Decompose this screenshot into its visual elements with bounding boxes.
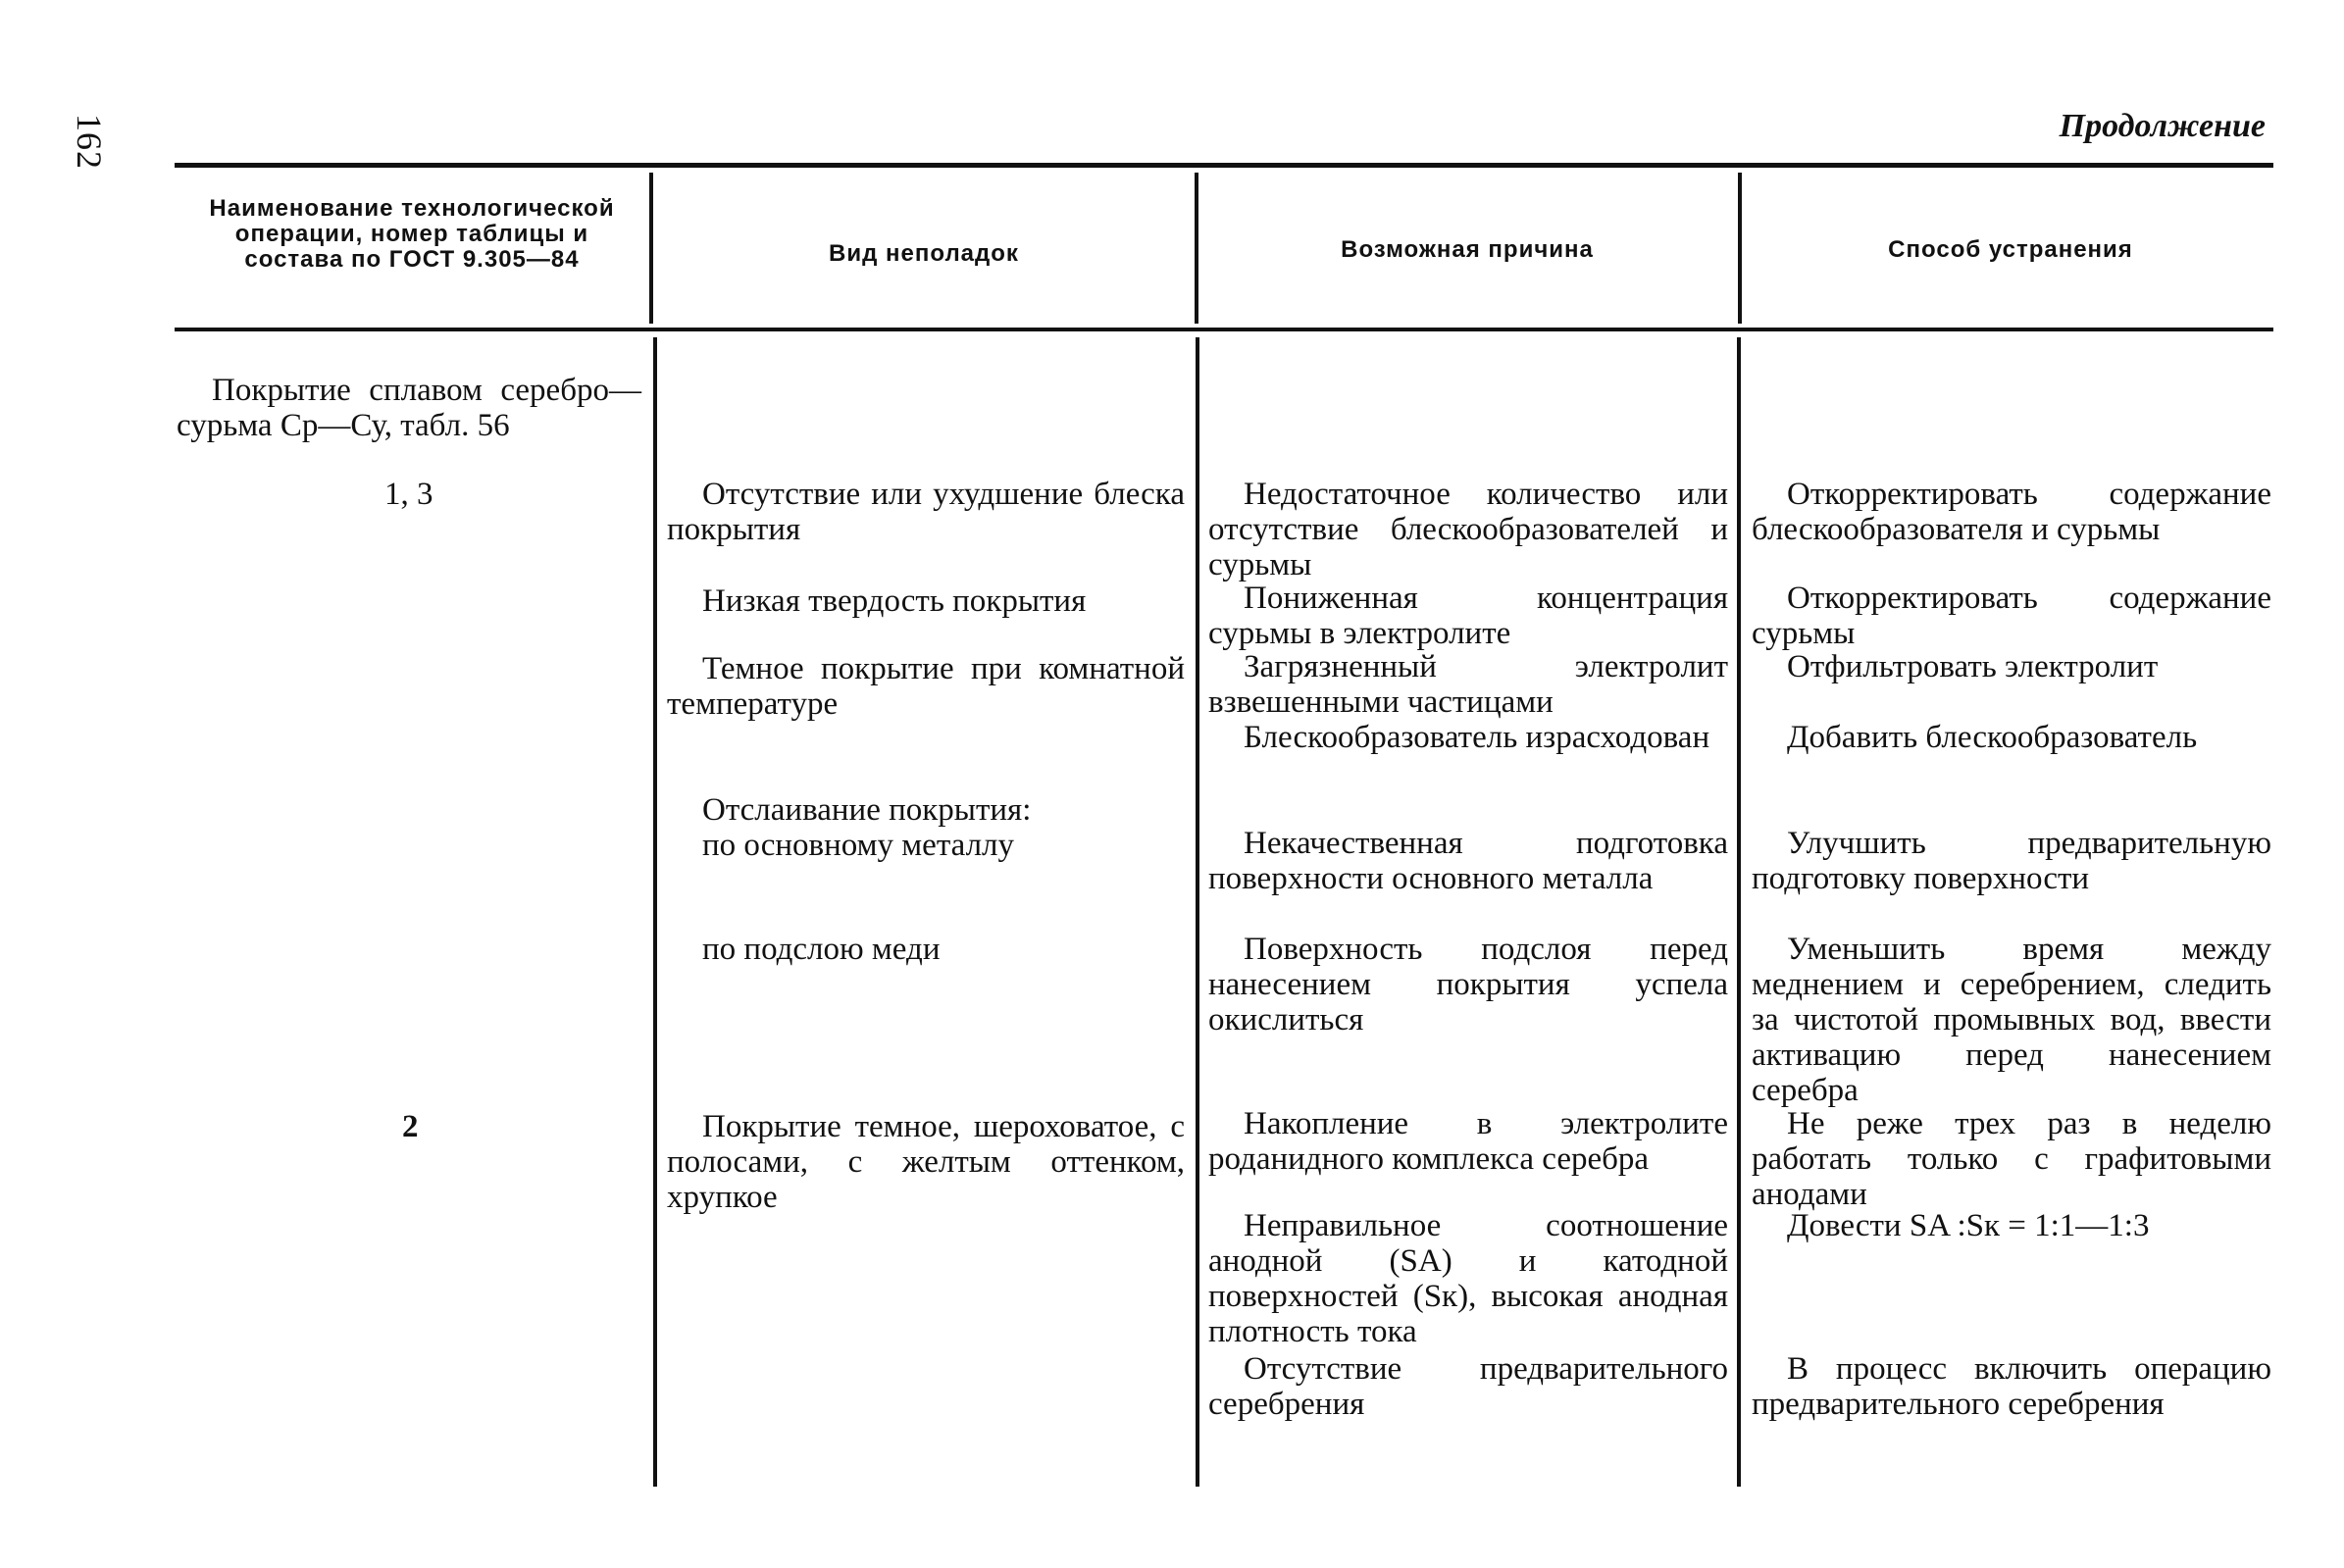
cause-3: Загрязненный электролит взвешенными частицами [1208,649,1728,720]
remedy-3: Отфильтровать электролит [1787,649,2159,684]
defect-3: Темное покрытие при комнатной температуре [667,651,1185,722]
remedy-1: Откорректировать содержание блескообразователя и сурьмы [1752,477,2271,547]
header-cause: Возможная причина [1341,236,1594,263]
remedy-5: Улучшить предварительную подготовку поверхности [1752,826,2271,896]
body-divider-1 [653,337,657,1487]
remedy-2: Откорректировать содержание сурьмы [1752,581,2271,651]
cause-6: Поверхность подслоя перед нанесением покрытия успела окислиться [1208,932,1728,1037]
cause-9: Отсутствие предварительного серебрения [1208,1351,1728,1422]
remedy-6: Уменьшить время между меднением и серебрением, следить за чистотой промывных вод, ввести активацию перед нанесением серебра [1752,932,2271,1108]
header-defect: Вид неполадок [829,240,1019,267]
defect-5: Отслаивание покрытия: [702,792,1032,828]
defect-6: по подслою меди [702,932,941,967]
remedy-9: В процесс включить операцию предварительного серебрения [1752,1351,2271,1422]
continuation-label: Продолжение [2059,108,2266,144]
header-divider-1 [649,173,653,324]
cause-7: Накопление в электролите роданидного комплекса серебра [1208,1106,1728,1177]
remedy-8: Довести SA :Sк = 1:1—1:3 [1787,1208,2150,1243]
section-title [177,373,641,443]
composition-number-1-3: 1, 3 [384,477,433,512]
cause-1: Недостаточное количество или отсутствие блескообразователей и сурьмы [1208,477,1728,582]
cause-2: Пониженная концентрация сурьмы в электролите [1208,581,1728,651]
body-divider-2 [1196,337,1199,1487]
cause-8: Неправильное соотношение анодной (SA) и катодной поверхностей (Sк), высокая анодная плотность тока [1208,1208,1728,1349]
cause-4: Блескообразователь израсходован [1244,720,1710,755]
composition-number-2: 2 [402,1109,419,1144]
header-operation: Наименование технологической операции, номер таблицы и состава по ГОСТ 9.305—84 [209,195,615,273]
defect-1: Отсутствие или ухудшение блеска покрытия [667,477,1185,547]
header-divider-3 [1738,173,1742,324]
header-remedy: Способ устранения [1888,236,2133,263]
defect-5-sub: по основному металлу [702,828,1015,863]
remedy-4: Добавить блескообразователь [1787,720,2198,755]
page-number: 162 [70,114,109,170]
cause-5: Некачественная подготовка поверхности основного металла [1208,826,1728,896]
table-top-rule [175,163,2273,168]
defect-2: Низкая твердость покрытия [702,583,1087,619]
body-divider-3 [1737,337,1741,1487]
header-divider-2 [1195,173,1198,324]
remedy-7: Не реже трех раз в неделю работать только с графитовыми анодами [1752,1106,2271,1212]
header-bottom-rule [175,328,2273,331]
section-title-text: Покрытие сплавом серебро—сурьма Ср—Су, табл. 56 [177,373,641,443]
defect-7: Покрытие темное, шероховатое, с полосами, с желтым оттенком, хрупкое [667,1109,1185,1215]
